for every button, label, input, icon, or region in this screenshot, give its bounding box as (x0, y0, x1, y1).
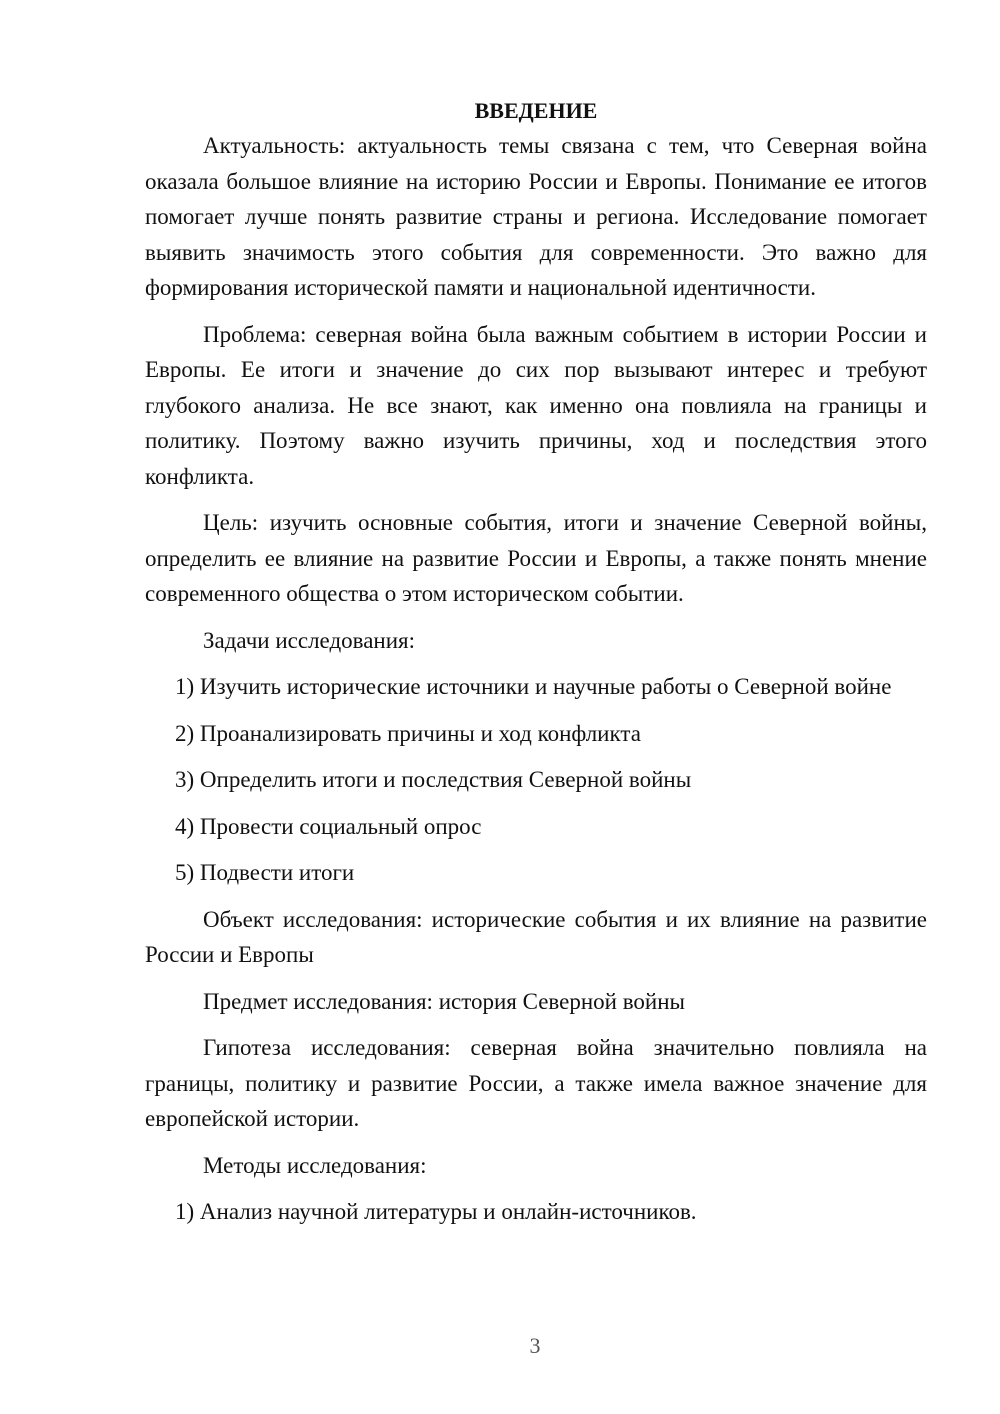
method-item-1: 1) Анализ научной литературы и онлайн-источников. (175, 1199, 697, 1224)
object-paragraph: Объект исследования: исторические события и их влияние на развитие России и Европы (145, 906, 927, 967)
task-item-1: 1) Изучить исторические источники и научные работы о Северной войне (175, 674, 892, 699)
task-item-4: 4) Провести социальный опрос (175, 813, 482, 839)
subject-paragraph: Предмет исследования: история Северной войны (203, 988, 686, 1014)
problem-paragraph: Проблема: северная война была важным событием в истории России и Европы. Ее итоги и значение до сих пор вызывают интерес и требуют глубокого анализа. Не все знают, как именно она повлияла на границы и политику. Поэтому важно изучить причины, ход и последствия этого конфликта. (145, 321, 927, 489)
goal-paragraph: Цель: изучить основные события, итоги и значение Северной войны, определить ее влияние на развитие России и Европы, а также понять мнение современного общества о этом историческом событии. (145, 510, 927, 606)
task-item-5: 5) Подвести итоги (175, 860, 355, 885)
methods-heading: Методы исследования: (203, 1152, 427, 1178)
tasks-heading: Задачи исследования: (203, 627, 416, 653)
task-item-3: 3) Определить итоги и последствия Северной войны (175, 767, 692, 792)
task-item-2: 2) Проанализировать причины и ход конфликта (175, 720, 641, 746)
page-number: 3 (529, 1333, 541, 1358)
relevance-paragraph: Актуальность: актуальность темы связана с тем, что Северная война оказала большое влияние на историю России и Европы. Понимание ее итогов помогает лучше понять развитие страны и региона. Исследование помогает выявить значимость этого события для современности. Это важно для формирования исторической памяти и национальной идентичности. (145, 133, 927, 300)
page-title: ВВЕДЕНИЕ (474, 98, 598, 123)
document-body (145, 93, 927, 1230)
hypothesis-paragraph: Гипотеза исследования: северная война значительно повлияла на границы, политику и развитие России, а также имела важное значение для европейской истории. (145, 1035, 927, 1131)
